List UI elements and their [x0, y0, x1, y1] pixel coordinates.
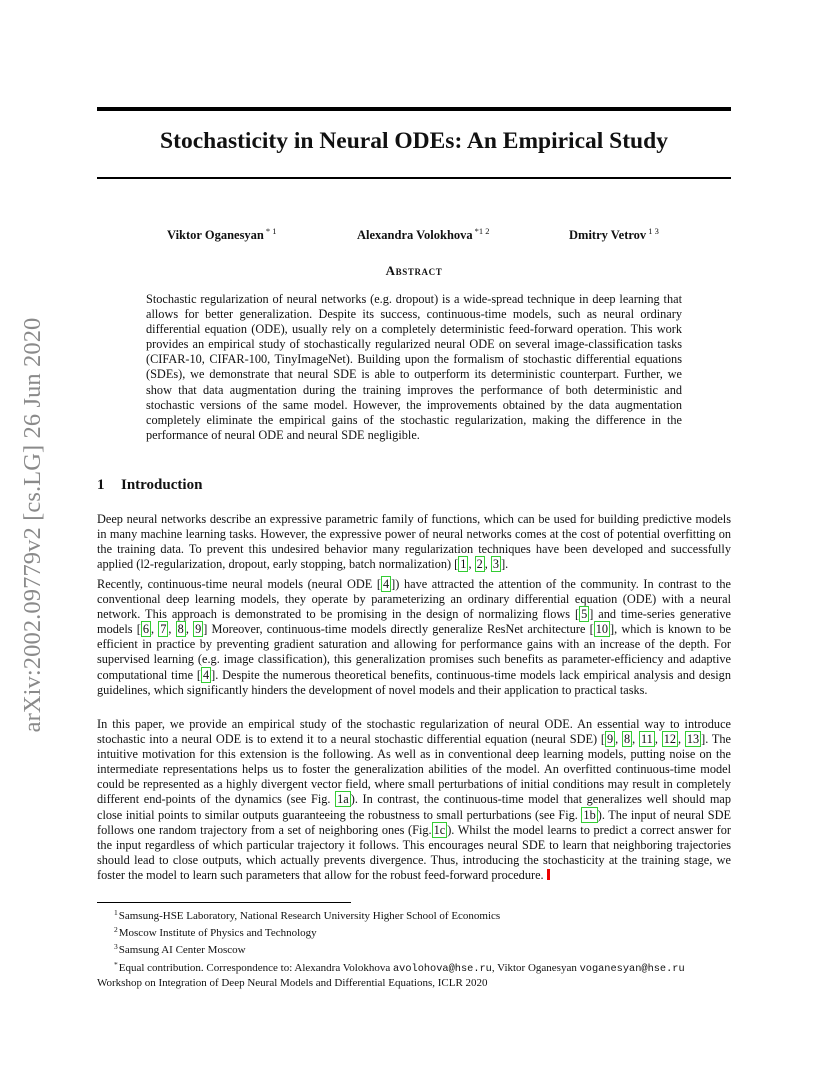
author-affiliation-marks: * 1	[265, 226, 277, 236]
footnote-equal-contribution	[97, 958, 737, 976]
section-number: 1	[97, 477, 105, 493]
footnote-text: Moscow Institute of Physics and Technology	[118, 927, 317, 940]
footnote-1	[97, 906, 737, 923]
footnotes	[97, 906, 737, 990]
paper-title: Stochasticity in Neural ODEs: An Empirical Study	[160, 128, 668, 154]
paragraph-text: ). In contrast, the continuous-time model that generalizes well should map close initial points to similar outputs guaranteeing the robustness to small perturbations (see Fig.	[97, 792, 731, 822]
footnote-mark: 2	[114, 925, 118, 935]
citation-link[interactable]: 13	[686, 732, 700, 747]
footnote-divider	[97, 902, 351, 903]
citation-link[interactable]: 8	[623, 732, 631, 747]
author-name: Alexandra Volokhova	[357, 228, 473, 242]
abstract-text: Stochastic regularization of neural networks (e.g. dropout) is a wide-spread technique in deep learning that allows for better generalization. Despite its success, continuous-time models, such as neural ordinary differential equation (ODE), usually rely on a completely deterministic feed-forward operation. This work provides an empirical study of stochastically regularized neural ODE on several image-classification tasks (CIFAR-10, CIFAR-100, TinyImageNet). Building upon the formalism of stochastic differential equations (SDEs), we demonstrate that neural SDE is able to outperform its deterministic counterpart. Further, we show that data augmentation during the training improves the performance of both deterministic and stochastic versions of the same model. However, the improvements obtained by the data augmentation completely eliminate the empirical gains of the stochastic regularization, making the difference in the performance of neural ODE and neural SDE negligible.	[146, 292, 682, 442]
citation-link[interactable]: 11	[640, 732, 653, 747]
title-top-rule	[97, 107, 731, 111]
footnote-3	[97, 940, 737, 957]
author-affiliation-marks: 1 3	[648, 226, 659, 236]
figure-link[interactable]: 1a	[337, 792, 349, 807]
citation-link[interactable]: 12	[663, 732, 676, 747]
paragraph-text: ]) have attracted the attention of the community. In contrast to the conventional deep learning models, they operate by parameterizing an ordinary differential equation (ODE) with a neural network. This approach is demonstrated to be promising in the design of normalizing flows [	[97, 577, 731, 622]
footnote-mark: 1	[114, 908, 118, 917]
intro-paragraph-3: In this paper, we provide an empirical study of the stochastic regularization of neural ODE. An essential way to introduce stochastic into a neural ODE is to extend it to a neural stochastic differential equation (neural SDE) [ 9 , 8 , 11 , 12 , 13 ]. The intuitive motivation for this extension is the following. As well as in conventional deep learning models, putting noise on the intermediate representations helps us to foster the generalization abilities of the model. An overfitted continuous-time model could be represented as a highly divergent vector field, where small perturbations of initial conditions may result in completely different end-points of the dynamics (see Fig. 1a ). In contrast, the continuous-time model that generalizes well should map close initial points to similar outputs guaranteeing the robustness to small perturbations (see Fig. 1b ). The input of neural SDE follows one random trajectory from a set of neighboring ones (Fig. 1c ). Whilst the model learns to predict a correct answer for the input regardless of which particular trajectory it follows. This encourages neural SDE to learn that neighboring trajectories should lead to close outputs, which actually prevents divergence. Thus, introducing the stochasticity at the training stage, we foster the model to learn such parameters that allow for the robust feed-forward procedure.	[97, 717, 731, 882]
paragraph-text: ].	[501, 557, 509, 572]
paragraph-text: ] and time-series generative models [	[97, 607, 731, 637]
paragraph-text: ]. Despite the numerous theoretical benefits, continuous-time models lack empirical analysis and design guidelines, which significantly hinders the development of novel models and their application to practical tasks.	[97, 667, 731, 697]
citation-link[interactable]: 2	[476, 557, 483, 572]
citation-link[interactable]: 9	[606, 732, 614, 747]
author-name: Viktor Oganesyan	[167, 228, 264, 242]
email-link[interactable]: avolohova@hse.ru	[392, 962, 492, 975]
figure-link[interactable]: 1b	[583, 807, 596, 822]
abstract-heading: Abstract	[385, 263, 443, 278]
citation-link[interactable]: 4	[383, 577, 390, 591]
footnote-mark: 3	[114, 942, 118, 952]
paragraph-text: ]. The intuitive motivation for this extension is the following. As well as in conventional deep learning models, putting noise on the intermediate representations helps us to foster the generalization abilities of the model. An overfitted continuous-time model could be represented as a highly divergent vector field, where small perturbations of initial conditions may result in completely different end-points of the dynamics (see Fig.	[97, 732, 731, 807]
citation-link[interactable]: 4	[202, 667, 210, 682]
section-title: Introduction	[121, 477, 203, 493]
arxiv-identifier	[18, 290, 48, 760]
footnote-text: Samsung-HSE Laboratory, National Research University Higher School of Economics	[118, 910, 501, 922]
paragraph-text: Deep neural networks describe an expressive parametric family of functions, which can be used for building predictive models in many machine learning tasks. However, the expressive power of neural networks comes at the cost of potential overfitting on the training data. To prevent this undesired behavior many regularization techniques have been developed and successfully applied (l2-regularization, dropout, early stopping, batch normalization) [	[97, 512, 731, 572]
footnote-link-marker[interactable]	[547, 869, 550, 880]
paragraph-text: In this paper, we provide an empirical study of the stochastic regularization of neural ODE. An essential way to introduce stochastic into a neural ODE is to extend it to a neural stochastic differential equation (neural SDE) [	[97, 717, 731, 747]
author-2	[357, 226, 490, 243]
paragraph-text: ] Moreover, continuous-time models directly generalize ResNet architecture [	[203, 622, 594, 637]
paragraph-text: ], which is known to be efficient in practice by preventing gradient saturation and allowing for performance gains with an increase of the depth. For supervised learning (e.g. image classification), this generalization promises such benefits as parameter-efficiency and adaptive computational time [	[97, 622, 731, 682]
section-heading	[97, 477, 202, 494]
citation-link[interactable]: 6	[142, 622, 149, 637]
footnote-text: Samsung AI Center Moscow	[118, 944, 246, 957]
citation-link[interactable]: 3	[492, 557, 500, 572]
citation-link[interactable]: 10	[595, 622, 608, 637]
footnote-mark: *	[114, 959, 118, 969]
author-3	[569, 226, 659, 243]
email-link[interactable]: voganesyan@hse.ru	[579, 962, 685, 975]
title-bottom-rule	[97, 177, 731, 179]
author-name: Dmitry Vetrov	[569, 228, 647, 242]
citation-link[interactable]: 8	[177, 622, 184, 637]
venue-note: Workshop on Integration of Deep Neural Models and Differential Equations, ICLR 2020	[97, 976, 488, 989]
citation-link[interactable]: 1	[460, 557, 467, 572]
footnote-2	[97, 923, 737, 940]
citation-link[interactable]: 5	[581, 607, 588, 622]
paragraph-text: ). Whilst the model learns to predict a correct answer for the input regardless of which particular trajectory it follows. This encourages neural SDE to learn that neighboring trajectories should lead to close outputs, which actually prevents divergence. Thus, introducing the stochasticity at the training stage, we foster the model to learn such parameters that allow for the robust feed-forward procedure.	[97, 822, 731, 882]
intro-paragraph-1: Deep neural networks describe an expressive parametric family of functions, which can be used for building predictive models in many machine learning tasks. However, the expressive power of neural networks comes at the cost of potential overfitting on the training data. To prevent this undesired behavior many regularization techniques have been developed and successfully applied (l2-regularization, dropout, early stopping, batch normalization) [ 1 , 2 , 3 ].	[97, 512, 731, 572]
footnote-text: , Viktor Oganesyan	[491, 961, 580, 974]
intro-paragraph-2: Recently, continuous-time neural models (neural ODE [ 4 ]) have attracted the attention of the community. In contrast to the conventional deep learning models, they operate by parameterizing an ordinary differential equation (ODE) with a neural network. This approach is demonstrated to be promising in the design of normalizing flows [ 5 ] and time-series generative models [ 6 , 7 , 8 , 9 ] Moreover, continuous-time models directly generalize ResNet architecture [ 10 ], which is known to be efficient in practice by preventing gradient saturation and allowing for performance gains with an increase of the depth. For supervised learning (e.g. image classification), this generalization promises such benefits as parameter-efficiency and adaptive computational time [ 4 ]. Despite the numerous theoretical benefits, continuous-time models lack empirical analysis and design guidelines, which significantly hinders the development of novel models and their application to practical tasks.	[97, 577, 731, 697]
paragraph-text: ). The input of neural SDE follows one random trajectory from a set of neighboring ones (Fig.	[97, 807, 731, 837]
citation-link[interactable]: 9	[195, 622, 202, 637]
paragraph-text: Recently, continuous-time neural models (neural ODE [	[97, 577, 382, 591]
footnote-text: Equal contribution. Correspondence to: Alexandra Volokhova	[118, 961, 393, 974]
arxiv-identifier-text: arXiv:2002.09779v2 [cs.LG] 26 Jun 2020	[19, 317, 46, 733]
author-affiliation-marks: *1 2	[474, 226, 490, 236]
figure-link[interactable]: 1c	[433, 822, 446, 837]
citation-link[interactable]: 7	[160, 622, 167, 637]
author-1	[167, 226, 277, 243]
